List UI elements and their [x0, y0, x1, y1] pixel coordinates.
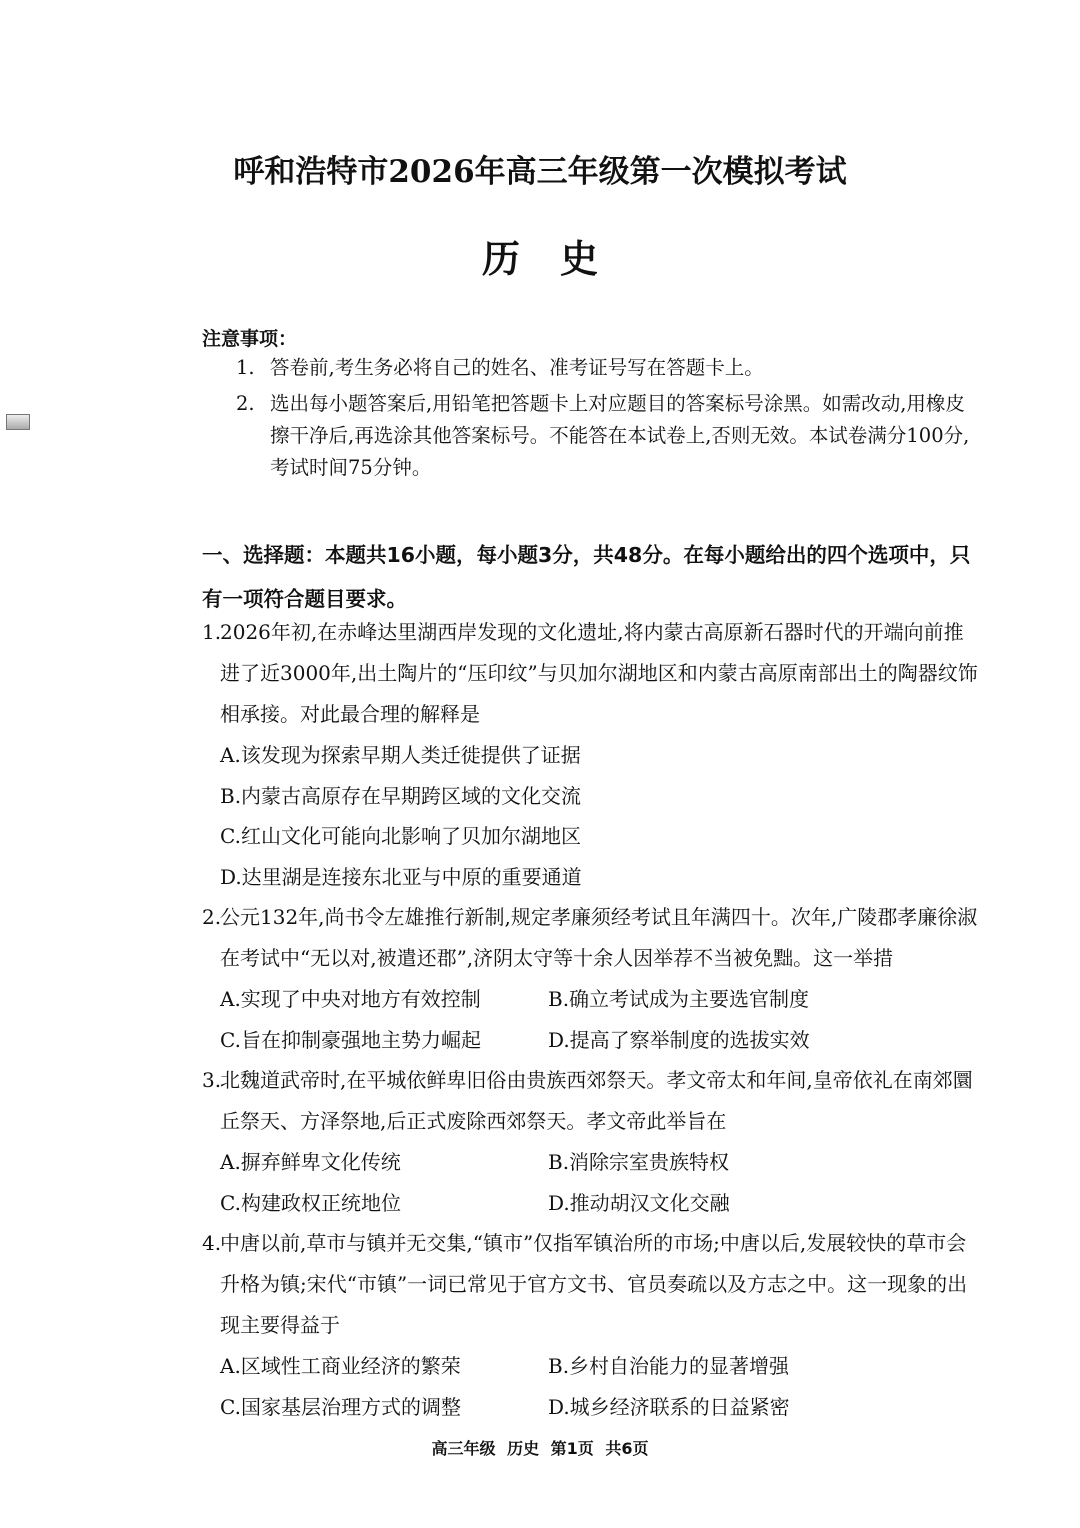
- option-list: [202, 1142, 982, 1223]
- notice-list: [236, 352, 981, 488]
- notice-item: [236, 352, 981, 384]
- notice-item-number: 2.: [236, 392, 255, 415]
- option-a: A.摒弃鲜卑文化传统: [220, 1150, 401, 1174]
- option-b: B.确立考试成为主要选官制度: [548, 987, 810, 1011]
- option-b: B.内蒙古高原存在早期跨区域的文化交流: [220, 783, 582, 808]
- option-list: [202, 1346, 982, 1427]
- option-list: [202, 735, 982, 897]
- option-d: D.提高了察举制度的选拔实效: [548, 1027, 810, 1052]
- question-stem: [202, 1223, 982, 1346]
- option-a: A.区域性工商业经济的繁荣: [220, 1354, 461, 1378]
- page-title: 呼和浩特市2026年高三年级第一次模拟考试: [233, 154, 847, 190]
- scan-margin-mark: [6, 414, 30, 430]
- option-d: D.达里湖是连接东北亚与中原的重要通道: [220, 864, 582, 889]
- section-heading: 一、选择题：本题共16小题，每小题3分，共48分。在每小题给出的四个选项中，只有一项符合题目要求。: [202, 543, 971, 611]
- notice-heading: 注意事项：: [202, 328, 298, 350]
- option-a: A.该发现为探索早期人类迁徙提供了证据: [220, 743, 581, 767]
- question-stem: [202, 612, 982, 735]
- question-text: 公元132年,尚书令左雄推行新制,规定孝廉须经考试且年满四十。次年,广陵郡孝廉徐淑在考试中“无以对,被遣还郡”,济阴太守等十余人因举荐不当被免黜。这一举措: [220, 905, 978, 970]
- notice-item: [236, 388, 981, 484]
- option-b: B.乡村自治能力的显著增强: [548, 1354, 790, 1378]
- subject-title: 历史: [481, 236, 638, 281]
- option-c: C.红山文化可能向北影响了贝加尔湖地区: [220, 824, 581, 848]
- question-number: 2.: [202, 905, 222, 929]
- option-list: [202, 979, 982, 1060]
- question-list: [202, 612, 982, 1427]
- option-d: D.城乡经济联系的日益紧密: [548, 1394, 790, 1419]
- option-c: C.构建政权正统地位: [220, 1190, 401, 1215]
- question-text: 2026年初,在赤峰达里湖西岸发现的文化遗址,将内蒙古高原新石器时代的开端向前推进了近3000年,出土陶片的“压印纹”与贝加尔湖地区和内蒙古高原南部出土的陶器纹饰相承接。对此最合理的解释是: [220, 620, 978, 726]
- question-2: [202, 897, 982, 1060]
- question-text: 中唐以前,草市与镇并无交集,“镇市”仅指军镇治所的市场;中唐以后,发展较快的草市会升格为镇;宋代“市镇”一词已常见于官方文书、官员奏疏以及方志之中。这一现象的出现主要得益于: [220, 1231, 968, 1337]
- option-d: D.推动胡汉文化交融: [548, 1190, 730, 1215]
- question-number: 3.: [202, 1068, 222, 1092]
- page-footer: 高三年级 历史 第1页 共6页: [431, 1439, 649, 1458]
- question-text: 北魏道武帝时,在平城依鲜卑旧俗由贵族西郊祭天。孝文帝太和年间,皇帝依礼在南郊圜丘祭天、方泽祭地,后正式废除西郊祭天。孝文帝此举旨在: [220, 1068, 973, 1133]
- question-4: [202, 1223, 982, 1427]
- option-a: A.实现了中央对地方有效控制: [220, 987, 481, 1011]
- question-stem: [202, 897, 982, 979]
- question-1: [202, 612, 982, 897]
- option-c: C.国家基层治理方式的调整: [220, 1394, 461, 1419]
- option-c: C.旨在抑制豪强地主势力崛起: [220, 1027, 481, 1052]
- question-number: 1.: [202, 620, 222, 644]
- question-3: [202, 1060, 982, 1223]
- question-number: 4.: [202, 1231, 222, 1255]
- notice-item-number: 1.: [236, 356, 255, 379]
- question-stem: [202, 1060, 982, 1142]
- notice-item-text: 选出每小题答案后,用铅笔把答题卡上对应题目的答案标号涂黑。如需改动,用橡皮擦干净后,再选涂其他答案标号。不能答在本试卷上,否则无效。本试卷满分100分,考试时间75分钟。: [270, 392, 970, 479]
- notice-item-text: 答卷前,考生务必将自己的姓名、准考证号写在答题卡上。: [270, 356, 764, 379]
- option-b: B.消除宗室贵族特权: [548, 1150, 730, 1174]
